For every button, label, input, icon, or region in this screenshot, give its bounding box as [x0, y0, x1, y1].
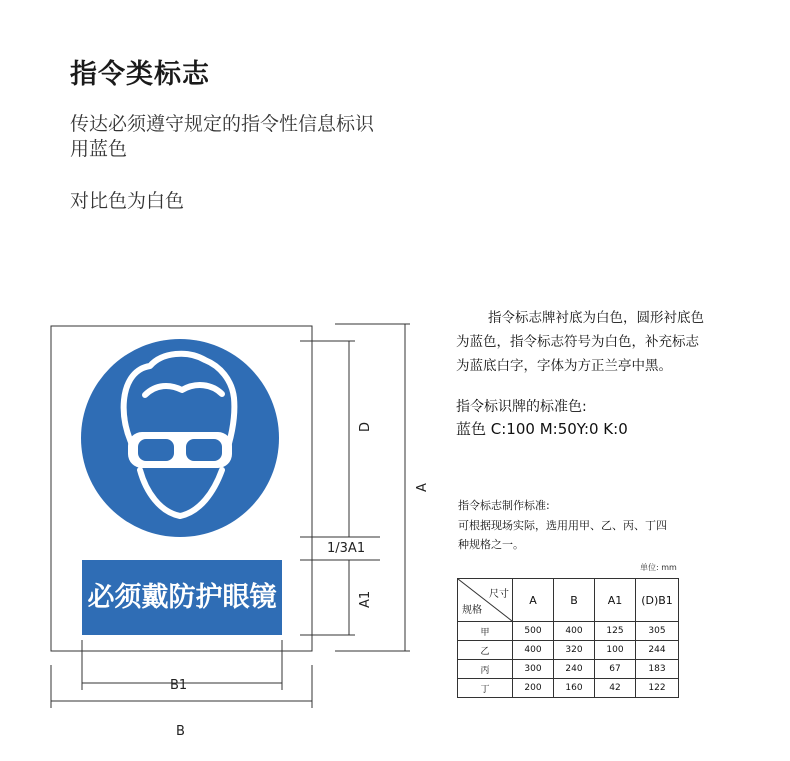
- standard-color-title: 指令标识牌的标准色:: [456, 399, 587, 415]
- spec-header-cell: A: [513, 579, 554, 622]
- subtitle-line-2: 用蓝色: [70, 138, 128, 160]
- spec-header-cell: B: [554, 579, 595, 622]
- spec-header-cell: A1: [595, 579, 636, 622]
- table-row: [458, 641, 679, 660]
- unit-label: 单位: mm: [640, 563, 677, 572]
- dim-b1-label: B1: [170, 678, 188, 693]
- dim-b-label: B: [176, 724, 185, 739]
- table-cell: 400: [513, 641, 554, 660]
- spec-table-corner: [458, 579, 513, 622]
- table-cell: 200: [513, 679, 554, 698]
- dim-a1-label: A1: [358, 590, 373, 608]
- table-cell: 122: [636, 679, 679, 698]
- table-row: [458, 622, 679, 641]
- table-cell: 160: [554, 679, 595, 698]
- spec-desc-line-1: 可根据现场实际，选用用甲、乙、丙、丁四: [458, 519, 667, 532]
- corner-spec-label: 规格: [462, 605, 482, 616]
- spec-description: [458, 516, 718, 554]
- description-line-1: 指令标志牌衬底为白色，圆形衬底色: [488, 310, 704, 326]
- table-cell: 42: [595, 679, 636, 698]
- table-cell: 125: [595, 622, 636, 641]
- table-cell: 400: [554, 622, 595, 641]
- dim-a-label: A: [415, 483, 430, 492]
- spec-title: 指令标志制作标准:: [458, 499, 550, 512]
- spec-header-cell: (D)B1: [636, 579, 679, 622]
- standard-color-value: 蓝色 C:100 M:50Y:0 K:0: [456, 420, 628, 438]
- table-cell: 320: [554, 641, 595, 660]
- row-name: 甲: [458, 622, 513, 641]
- contrast-color-text: 对比色为白色: [70, 190, 185, 212]
- table-row: [458, 660, 679, 679]
- table-cell: 100: [595, 641, 636, 660]
- table-cell: 500: [513, 622, 554, 641]
- row-name: 丁: [458, 679, 513, 698]
- row-name: 乙: [458, 641, 513, 660]
- description: [456, 306, 756, 378]
- corner-size-label: 尺寸: [489, 589, 509, 600]
- spec-table-header-row: [458, 579, 679, 622]
- row-name: 丙: [458, 660, 513, 679]
- sign-label-text: 必须戴防护眼镜: [87, 582, 277, 613]
- table-cell: 305: [636, 622, 679, 641]
- dim-third-a1-label: 1/3A1: [327, 541, 366, 556]
- dim-d-label: D: [358, 421, 373, 432]
- table-cell: 244: [636, 641, 679, 660]
- table-cell: 183: [636, 660, 679, 679]
- subtitle-line-1: 传达必须遵守规定的指令性信息标识: [70, 113, 375, 135]
- table-cell: 300: [513, 660, 554, 679]
- spec-desc-line-2: 种规格之一。: [458, 538, 524, 551]
- description-line-3: 为蓝底白字，字体为方正兰亭中黑。: [456, 358, 672, 374]
- description-line-2: 为蓝色，指令标志符号为白色，补充标志: [456, 334, 699, 350]
- table-cell: 67: [595, 660, 636, 679]
- table-cell: 240: [554, 660, 595, 679]
- table-row: [458, 679, 679, 698]
- spec-table: [457, 578, 679, 698]
- page-title: 指令类标志: [70, 59, 210, 90]
